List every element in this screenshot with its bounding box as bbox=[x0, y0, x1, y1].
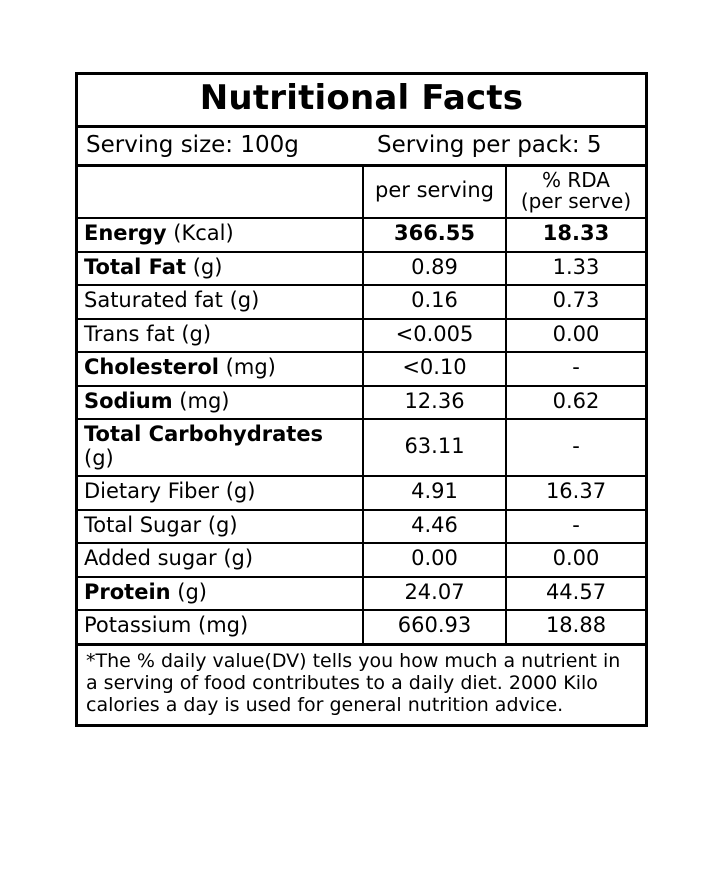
label-title-row bbox=[78, 75, 645, 128]
nutrient-name: Trans fat (g) bbox=[78, 319, 363, 353]
nutrient-rda-value: - bbox=[506, 352, 645, 386]
nutrient-rda-value: 0.73 bbox=[506, 285, 645, 319]
column-header-rda-line2: (per serve) bbox=[520, 189, 632, 214]
nutrient-per-serving-value: 0.00 bbox=[363, 543, 506, 577]
nutrient-rda-value: 18.33 bbox=[506, 218, 645, 252]
serving-info-row bbox=[78, 128, 645, 167]
nutrient-name: Cholesterol (mg) bbox=[78, 352, 363, 386]
table-row bbox=[78, 386, 645, 420]
table-row bbox=[78, 510, 645, 544]
column-header-blank bbox=[78, 167, 363, 218]
table-row bbox=[78, 285, 645, 319]
nutrient-name: Total Sugar (g) bbox=[78, 510, 363, 544]
nutrient-per-serving-value: <0.10 bbox=[363, 352, 506, 386]
nutrient-name: Total Carbohydrates (g) bbox=[78, 419, 363, 476]
footnote-text: *The % daily value(DV) tells you how much a nutrient in a serving of food contributes to a daily diet. 2000 Kilo calories a day is used for general nutrition advice. bbox=[78, 643, 645, 725]
nutrient-rda-value: 16.37 bbox=[506, 476, 645, 510]
nutrient-rda-value: 1.33 bbox=[506, 252, 645, 286]
nutrient-per-serving-value: <0.005 bbox=[363, 319, 506, 353]
nutrition-facts-panel bbox=[75, 72, 648, 727]
column-header-per-serving: per serving bbox=[363, 167, 506, 218]
nutrient-rda-value: 0.00 bbox=[506, 319, 645, 353]
nutrient-per-serving-value: 63.11 bbox=[363, 419, 506, 476]
nutrition-table-body bbox=[78, 167, 645, 643]
nutrient-rda-value: - bbox=[506, 510, 645, 544]
nutrient-name: Potassium (mg) bbox=[78, 610, 363, 643]
table-row bbox=[78, 610, 645, 643]
table-row bbox=[78, 218, 645, 252]
table-row bbox=[78, 543, 645, 577]
table-row bbox=[78, 476, 645, 510]
table-row bbox=[78, 577, 645, 611]
nutrient-name: Dietary Fiber (g) bbox=[78, 476, 363, 510]
nutrient-name: Protein (g) bbox=[78, 577, 363, 611]
table-row bbox=[78, 419, 645, 476]
nutrient-name: Sodium (mg) bbox=[78, 386, 363, 420]
table-row bbox=[78, 352, 645, 386]
nutrient-name: Energy (Kcal) bbox=[78, 218, 363, 252]
serving-size-text: Serving size: 100g bbox=[86, 131, 299, 158]
nutrient-per-serving-value: 24.07 bbox=[363, 577, 506, 611]
nutrient-per-serving-value: 4.91 bbox=[363, 476, 506, 510]
nutrient-per-serving-value: 4.46 bbox=[363, 510, 506, 544]
nutrient-rda-value: 0.62 bbox=[506, 386, 645, 420]
column-header-rda-line1: % RDA bbox=[542, 168, 610, 193]
nutrient-per-serving-value: 366.55 bbox=[363, 218, 506, 252]
nutrient-rda-value: 18.88 bbox=[506, 610, 645, 643]
table-row bbox=[78, 319, 645, 353]
nutrient-per-serving-value: 660.93 bbox=[363, 610, 506, 643]
nutrient-rda-value: 0.00 bbox=[506, 543, 645, 577]
nutrient-name: Total Fat (g) bbox=[78, 252, 363, 286]
nutrient-name: Added sugar (g) bbox=[78, 543, 363, 577]
nutrient-rda-value: - bbox=[506, 419, 645, 476]
nutrient-rda-value: 44.57 bbox=[506, 577, 645, 611]
nutrient-per-serving-value: 0.89 bbox=[363, 252, 506, 286]
column-header-rda bbox=[506, 167, 645, 218]
table-row bbox=[78, 252, 645, 286]
serving-per-pack-text: Serving per pack: 5 bbox=[377, 131, 602, 158]
nutrient-per-serving-value: 0.16 bbox=[363, 285, 506, 319]
table-header-row bbox=[78, 167, 645, 218]
nutrient-name: Saturated fat (g) bbox=[78, 285, 363, 319]
nutrient-per-serving-value: 12.36 bbox=[363, 386, 506, 420]
page-title: Nutritional Facts bbox=[199, 78, 524, 118]
nutrition-table bbox=[78, 167, 645, 643]
